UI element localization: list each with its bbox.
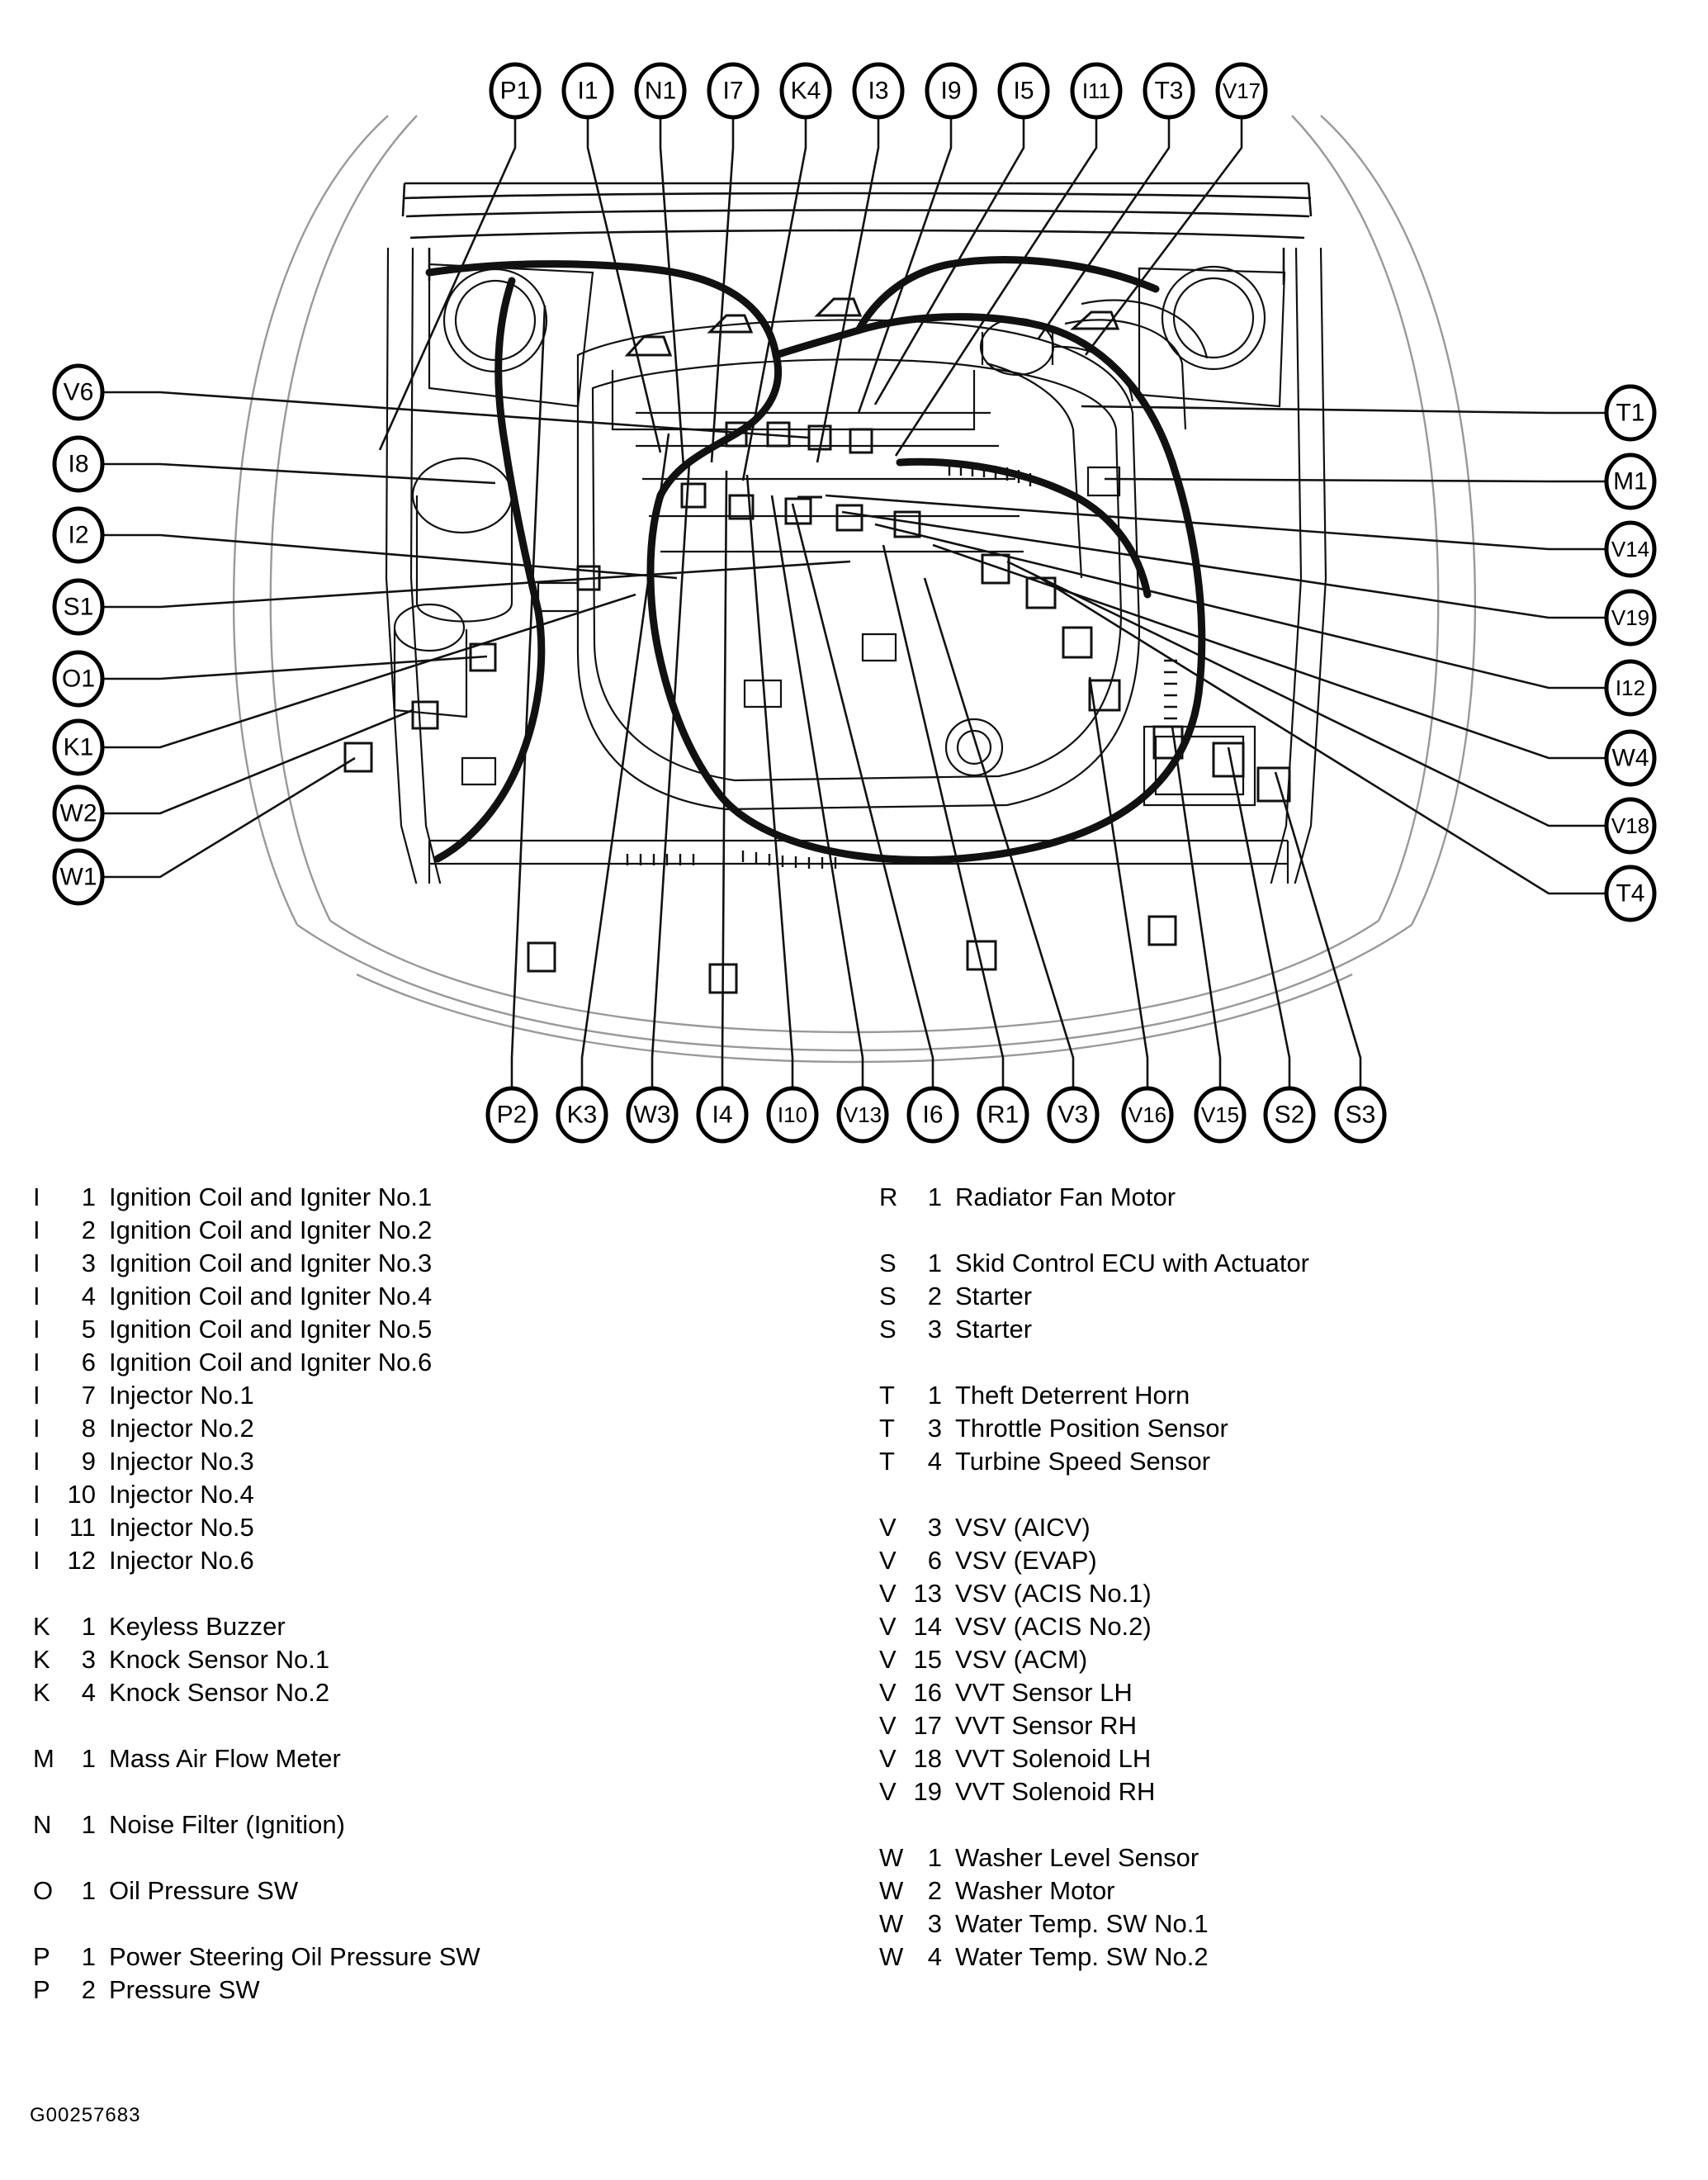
legend-letter: W [879,1942,904,1971]
callout-I8[interactable] [54,438,102,490]
legend-letter: V [879,1612,897,1641]
callout-V15[interactable] [1196,1088,1244,1141]
legend-description: VVT Solenoid RH [955,1777,1156,1806]
legend-number: 4 [81,1282,96,1310]
callout-V17[interactable] [1218,64,1266,117]
legend-description: Ignition Coil and Igniter No.2 [109,1216,433,1244]
legend-description: Knock Sensor No.2 [109,1678,330,1707]
legend-row [879,1181,1672,1214]
callout-I7[interactable] [709,64,757,117]
callout-label-K1: K1 [63,733,94,761]
legend-number: 1 [81,1942,96,1971]
callout-label-I11: I11 [1081,78,1111,103]
legend-description: Power Steering Oil Pressure SW [109,1942,480,1971]
legend-row [879,1313,1672,1346]
legend-row [879,1643,1672,1676]
legend-number: 12 [67,1546,96,1575]
legend-description: Injector No.6 [109,1546,254,1575]
legend-description: Turbine Speed Sensor [955,1447,1211,1476]
legend-row [879,1676,1672,1709]
callout-V3[interactable] [1049,1088,1097,1141]
legend-spacer [33,1577,826,1610]
legend-description: Mass Air Flow Meter [109,1744,341,1773]
callout-label-I1: I1 [577,77,599,105]
legend-letter: W [879,1876,904,1905]
legend-row [879,1577,1672,1610]
callout-label-I9: I9 [940,77,962,105]
legend-letter: V [879,1645,897,1674]
legend-letter: I [33,1216,41,1244]
legend-number: 3 [927,1909,942,1938]
legend-letter: V [879,1678,897,1707]
legend-description: Keyless Buzzer [109,1612,286,1641]
legend-number: 15 [913,1645,942,1674]
legend-row [879,1941,1672,1974]
callout-K4[interactable] [782,64,830,117]
legend-description: Ignition Coil and Igniter No.6 [109,1348,433,1377]
callout-K3[interactable] [558,1088,606,1141]
legend-description: Pressure SW [109,1975,260,2004]
legend-letter: T [879,1414,896,1443]
callout-label-V16: V16 [1128,1102,1167,1127]
legend-row [879,1709,1672,1742]
callout-label-M1: M1 [1613,467,1648,495]
callout-label-I8: I8 [68,450,89,478]
legend-number: 1 [81,1810,96,1839]
legend-description: Radiator Fan Motor [955,1182,1176,1211]
callout-label-S1: S1 [63,593,94,621]
legend-row [33,1313,826,1346]
callout-label-V19: V19 [1611,605,1650,630]
legend-letter: N [33,1810,52,1839]
legend-spacer [879,1346,1672,1379]
legend-number: 6 [81,1348,96,1377]
callout-label-W1: W1 [59,863,97,891]
legend-row [33,1445,826,1478]
legend-number: 2 [81,1975,96,2004]
callout-label-I5: I5 [1013,77,1034,105]
legend-letter: S [879,1282,897,1310]
callout-O1[interactable] [54,652,102,705]
legend-spacer [33,1908,826,1941]
legend-number: 17 [913,1711,942,1740]
callout-T1[interactable] [1606,386,1654,439]
legend-number: 3 [927,1513,942,1542]
legend-row [33,1676,826,1709]
legend-letter: K [33,1645,51,1674]
legend-description: VSV (AICV) [955,1513,1091,1542]
legend-number: 2 [927,1876,942,1905]
callout-V6[interactable] [54,366,102,419]
legend-letter: K [33,1678,51,1707]
callout-label-I3: I3 [868,77,889,105]
callout-label-W3: W3 [633,1101,671,1129]
callout-I3[interactable] [854,64,902,117]
legend-row [879,1247,1672,1280]
legend-description: Theft Deterrent Horn [955,1381,1190,1410]
legend-row [33,1478,826,1511]
callout-W2[interactable] [54,787,102,840]
callout-I10[interactable] [769,1088,816,1141]
legend-number: 14 [913,1612,942,1641]
legend-number: 18 [913,1744,942,1773]
legend-description: VSV (EVAP) [955,1546,1097,1575]
legend-row [33,1181,826,1214]
legend-letter: V [879,1777,897,1806]
legend-description: Starter [955,1282,1033,1310]
callout-I4[interactable] [698,1088,746,1141]
callout-V13[interactable] [839,1088,887,1141]
legend-letter: T [879,1381,896,1410]
legend-number: 13 [913,1579,942,1608]
legend-row [33,1643,826,1676]
legend-row [879,1874,1672,1908]
legend-row [879,1280,1672,1313]
callout-R1[interactable] [979,1088,1027,1141]
legend-row [879,1445,1672,1478]
legend-description: Injector No.4 [109,1480,254,1509]
legend-number: 4 [927,1942,942,1971]
legend-description: VSV (ACM) [955,1645,1088,1674]
callout-I2[interactable] [54,509,102,562]
legend-row [879,1610,1672,1643]
legend-row [879,1775,1672,1808]
legend-row [33,1742,826,1775]
callout-S1[interactable] [54,581,102,633]
legend-number: 3 [927,1414,942,1443]
callout-label-P2: P2 [496,1101,528,1129]
legend-number: 2 [81,1216,96,1244]
callout-W3[interactable] [628,1088,676,1141]
legend-description: Throttle Position Sensor [955,1414,1228,1443]
legend-letter: I [33,1480,41,1509]
legend-number: 1 [927,1843,942,1872]
callout-label-O1: O1 [61,665,96,693]
legend-row [33,1511,826,1544]
legend-row [879,1908,1672,1941]
callout-I9[interactable] [927,64,975,117]
legend-description: Noise Filter (Ignition) [109,1810,345,1839]
callout-I1[interactable] [564,64,612,117]
legend-row [879,1379,1672,1412]
component-legend [0,1181,1708,2106]
legend-row [879,1742,1672,1775]
legend-letter: V [879,1546,897,1575]
legend-letter: I [33,1315,41,1344]
legend-description: Ignition Coil and Igniter No.3 [109,1249,433,1277]
legend-letter: I [33,1348,41,1377]
legend-description: Knock Sensor No.1 [109,1645,330,1674]
callout-T3[interactable] [1145,64,1193,117]
legend-row [33,1874,826,1908]
legend-row [33,1544,826,1577]
legend-letter: V [879,1711,897,1740]
legend-number: 10 [67,1480,96,1509]
callout-V19[interactable] [1606,591,1654,644]
callout-label-V3: V3 [1057,1101,1089,1129]
callout-label-V15: V15 [1200,1102,1240,1127]
legend-number: 11 [69,1513,96,1542]
legend-row [33,1214,826,1247]
callout-I12[interactable] [1606,661,1654,714]
legend-number: 2 [927,1282,942,1310]
legend-description: Water Temp. SW No.1 [955,1909,1209,1938]
callout-V16[interactable] [1124,1088,1171,1141]
legend-number: 5 [81,1315,96,1344]
legend-row [33,1280,826,1313]
legend-description: VVT Sensor LH [955,1678,1133,1707]
legend-letter: I [33,1546,41,1575]
legend-description: Washer Level Sensor [955,1843,1199,1872]
callout-label-N1: N1 [644,77,677,105]
legend-spacer [879,1214,1672,1247]
legend-number: 3 [81,1249,96,1277]
legend-letter: I [33,1182,41,1211]
legend-letter: W [879,1909,904,1938]
callout-N1[interactable] [636,64,684,117]
callout-label-I2: I2 [68,521,89,549]
callout-label-I6: I6 [922,1101,944,1129]
callout-S3[interactable] [1337,1088,1384,1141]
legend-description: Injector No.2 [109,1414,254,1443]
legend-row [33,1941,826,1974]
legend-letter: S [879,1315,897,1344]
legend-description: VVT Solenoid LH [955,1744,1152,1773]
legend-description: Oil Pressure SW [109,1876,299,1905]
legend-row [879,1412,1672,1445]
legend-number: 8 [81,1414,96,1443]
callout-label-T1: T1 [1616,399,1645,427]
legend-letter: I [33,1447,41,1476]
legend-number: 1 [81,1744,96,1773]
legend-spacer [33,1775,826,1808]
callout-W1[interactable] [54,851,102,903]
legend-spacer [33,1841,826,1874]
legend-description: Injector No.3 [109,1447,254,1476]
callout-label-S2: S2 [1274,1101,1305,1129]
callout-label-V14: V14 [1611,537,1650,562]
legend-number: 1 [927,1182,942,1211]
callout-label-R1: R1 [986,1101,1020,1129]
callout-V18[interactable] [1606,799,1654,852]
legend-spacer [879,1808,1672,1841]
legend-description: Washer Motor [955,1876,1115,1905]
legend-letter: K [33,1612,51,1641]
legend-letter: T [879,1447,896,1476]
legend-row [33,1610,826,1643]
callout-label-W4: W4 [1611,744,1649,772]
legend-description: Ignition Coil and Igniter No.1 [109,1182,433,1211]
callout-label-V17: V17 [1222,78,1261,103]
legend-column-right [879,1181,1672,1974]
legend-description: VSV (ACIS No.2) [955,1612,1152,1641]
figure-code: G00257683 [30,2104,141,2126]
legend-description: Ignition Coil and Igniter No.5 [109,1315,433,1344]
callout-W4[interactable] [1606,732,1654,784]
legend-column-left [33,1181,826,2007]
legend-row [33,1346,826,1379]
legend-number: 19 [913,1777,942,1806]
legend-number: 3 [81,1645,96,1674]
legend-description: VSV (ACIS No.1) [955,1579,1152,1608]
legend-spacer [879,1478,1672,1511]
legend-letter: W [879,1843,904,1872]
legend-row [33,1808,826,1841]
legend-description: Skid Control ECU with Actuator [955,1249,1310,1277]
legend-description: Injector No.1 [109,1381,254,1410]
legend-row [879,1841,1672,1874]
legend-letter: P [33,1942,51,1971]
legend-number: 3 [927,1315,942,1344]
legend-number: 1 [81,1876,96,1905]
legend-letter: I [33,1249,41,1277]
legend-description: VVT Sensor RH [955,1711,1137,1740]
callout-label-T3: T3 [1154,77,1184,105]
legend-letter: V [879,1744,897,1773]
callout-label-K3: K3 [566,1101,598,1129]
callout-I6[interactable] [909,1088,957,1141]
legend-row [33,1379,826,1412]
callout-I5[interactable] [1000,64,1048,117]
legend-row [33,1974,826,2007]
legend-row [879,1544,1672,1577]
legend-number: 6 [927,1546,942,1575]
legend-row [33,1247,826,1280]
legend-row [33,1412,826,1445]
legend-letter: I [33,1513,41,1542]
callout-label-V6: V6 [63,378,94,406]
callout-S2[interactable] [1266,1088,1313,1141]
legend-letter: I [33,1414,41,1443]
callout-label-V18: V18 [1611,813,1650,838]
legend-letter: P [33,1975,51,2004]
callout-T4[interactable] [1606,867,1654,920]
legend-row [879,1511,1672,1544]
legend-description: Ignition Coil and Igniter No.4 [109,1282,433,1310]
callout-label-I4: I4 [712,1101,733,1129]
callout-P1[interactable] [491,64,539,117]
legend-letter: V [879,1579,897,1608]
callout-label-S3: S3 [1345,1101,1376,1129]
callout-label-P1: P1 [499,77,531,105]
callout-K1[interactable] [54,721,102,774]
legend-description: Starter [955,1315,1033,1344]
callout-label-T4: T4 [1616,879,1645,908]
legend-letter: V [879,1513,897,1542]
callout-M1[interactable] [1606,455,1654,508]
legend-number: 1 [81,1612,96,1641]
legend-letter: M [33,1744,55,1773]
legend-number: 4 [81,1678,96,1707]
callout-label-I12: I12 [1615,675,1646,700]
callout-label-V13: V13 [843,1102,882,1127]
legend-number: 1 [81,1182,96,1211]
legend-description: Water Temp. SW No.2 [955,1942,1209,1971]
callout-P2[interactable] [488,1088,536,1141]
legend-number: 1 [927,1381,942,1410]
legend-spacer [33,1709,826,1742]
callout-label-K4: K4 [790,77,821,105]
legend-letter: O [33,1876,54,1905]
legend-number: 1 [927,1249,942,1277]
legend-letter: R [879,1182,898,1211]
legend-letter: I [33,1381,41,1410]
legend-letter: S [879,1249,897,1277]
callout-V14[interactable] [1606,523,1654,576]
callout-label-I10: I10 [777,1102,808,1127]
callout-label-W2: W2 [59,799,97,827]
legend-letter: I [33,1282,41,1310]
callout-I11[interactable] [1072,64,1120,117]
legend-number: 7 [81,1381,96,1410]
legend-description: Injector No.5 [109,1513,254,1542]
legend-number: 4 [927,1447,942,1476]
legend-number: 9 [81,1447,96,1476]
legend-number: 16 [913,1678,942,1707]
callout-label-I7: I7 [722,77,744,105]
